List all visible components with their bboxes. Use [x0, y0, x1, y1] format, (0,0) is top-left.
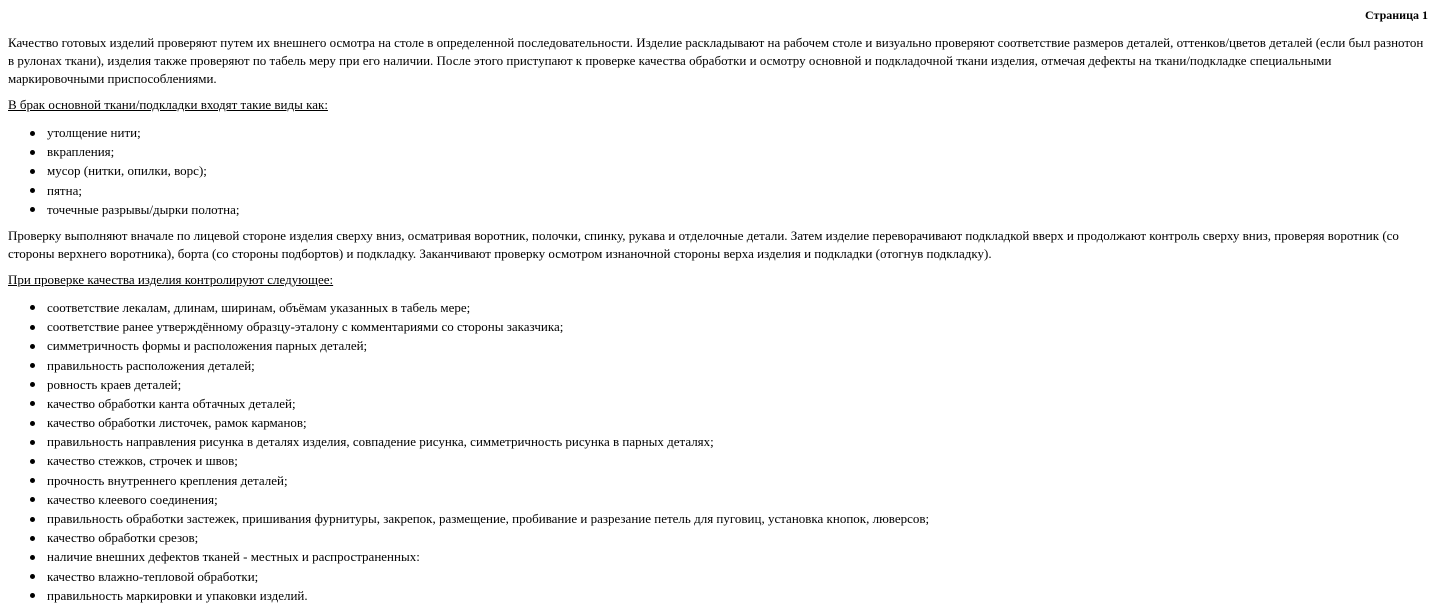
- list-item: вкрапления;: [47, 142, 1428, 161]
- page-number: Страница 1: [1365, 8, 1428, 22]
- defects-list: [8, 123, 1428, 219]
- list-item: качество обработки срезов;: [47, 528, 1428, 547]
- list-item: ровность краев деталей;: [47, 375, 1428, 394]
- list-item: мусор (нитки, опилки, ворс);: [47, 161, 1428, 180]
- list-item: правильность маркировки и упаковки изделий.: [47, 586, 1428, 605]
- list-item: пятна;: [47, 181, 1428, 200]
- list-item: качество обработки канта обтачных деталей;: [47, 394, 1428, 413]
- list-item: соответствие лекалам, длинам, ширинам, объёмам указанных в табель мере;: [47, 298, 1428, 317]
- list-item: качество клеевого соединения;: [47, 490, 1428, 509]
- list-item: правильность расположения деталей;: [47, 356, 1428, 375]
- checks-heading: При проверке качества изделия контролируют следующее:: [8, 271, 334, 287]
- defects-heading: В брак основной ткани/подкладки входят такие виды как:: [8, 97, 328, 112]
- list-item: симметричность формы и расположения парных деталей;: [47, 336, 1428, 355]
- checks-list: [8, 298, 1428, 605]
- list-item: наличие внешних дефектов тканей - местных и распространенных:: [47, 547, 1428, 566]
- list-item: качество обработки листочек, рамок карманов;: [47, 413, 1428, 432]
- list-item: качество стежков, строчек и швов;: [47, 451, 1428, 470]
- list-item: качество влажно-тепловой обработки;: [47, 567, 1428, 586]
- list-item: соответствие ранее утверждённому образцу-эталону с комментариями со стороны заказчика;: [47, 317, 1428, 336]
- list-item: правильность направления рисунка в деталях изделия, совпадение рисунка, симметричность рисунка в парных деталях;: [47, 432, 1428, 451]
- list-item: точечные разрывы/дырки полотна;: [47, 200, 1428, 219]
- list-item: прочность внутреннего крепления деталей;: [47, 471, 1428, 490]
- procedure-paragraph: Проверку выполняют вначале по лицевой стороне изделия сверху вниз, осматривая воротник, полочки, спинку, рукава и отделочные детали. Затем изделие переворачивают подкладкой вверх и продолжают контроль сверху вниз, проверяя воротник (со стороны верхнего воротника), борта (со стороны подбортов) и подкладку. Заканчивают проверку осмотром изнаночной стороны верха изделия и подкладки (отогнув подкладку).: [8, 227, 1399, 261]
- list-item: правильность обработки застежек, пришивания фурнитуры, закрепок, размещение, пробивание и разрезание петель для пуговиц, установка кнопок, люверсов;: [47, 509, 1428, 528]
- list-item: утолщение нити;: [47, 123, 1428, 142]
- intro-paragraph: Качество готовых изделий проверяют путем их внешнего осмотра на столе в определенной последовательности. Изделие раскладывают на рабочем столе и визуально проверяют соответствие размеров деталей, оттенков/цветов деталей (если был разнотон в рулонах ткани), изделия также проверяют по табель меру при его наличии. После этого приступают к проверке качества обработки и осмотру основной и подкладочной ткани изделия, отмечая дефекты на ткани/подкладке специальными маркировочными приспособлениями.: [8, 35, 1424, 86]
